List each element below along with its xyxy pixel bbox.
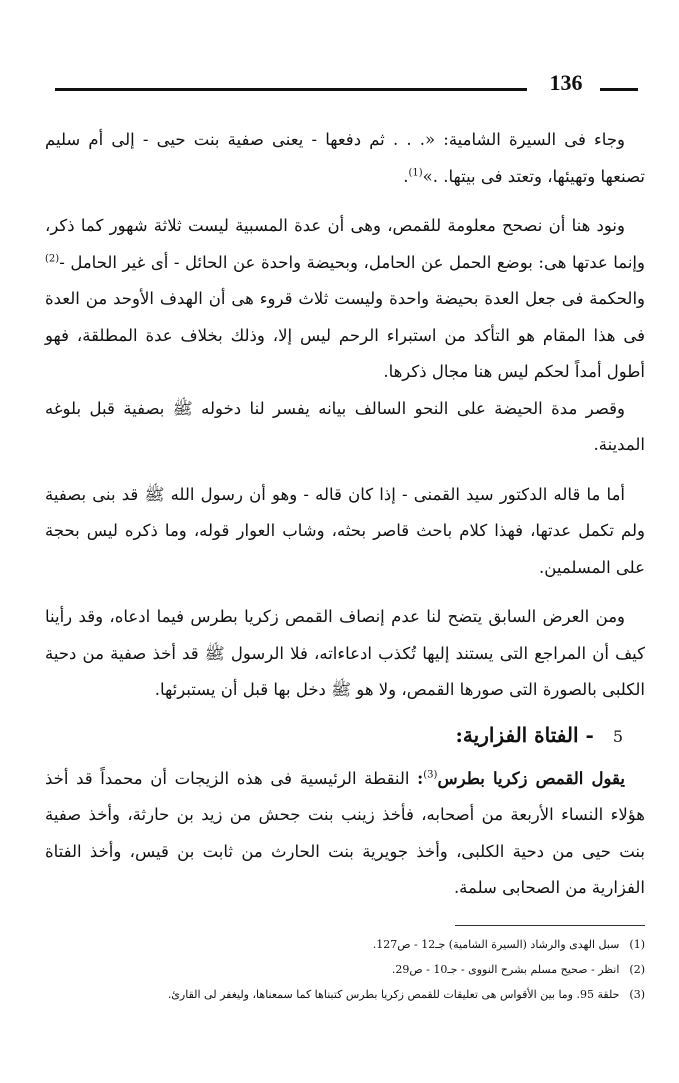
footnote-ref-3: (3) [423,769,438,780]
footnote-text: انظر - صحيح مسلم بشرح النووى - جـ10 - ص29. [391,963,620,976]
paragraph-5: ومن العرض السابق يتضح لنا عدم إنصاف القمص زكريا بطرس فيما ادعاه، وقد رأينا كيف أن المراجع التى يستند إليها تُكذب ادعاءاته، فلا الرسول ﷺ قد أخذ صفية من دحية الكلبى بالصورة التى صورها القمص، ولا هو ﷺ دخل بها قبل أن يستبرئها. [45,607,645,699]
footnote-ref-1: (1) [408,167,423,178]
footnote-2 [45,957,645,982]
paragraph-text: وجاء فى السيرة الشامية: «. . . ثم دفعها - يعنى صفية بنت حيى - إلى أم سليم تصنعها وتهيئها، وتعتد فى بيتها. .» [45,130,645,186]
footnote-number: (1) [629,938,645,951]
section-lead: يقول القمص زكريا بطرس [437,768,625,788]
paragraph-3: وقصر مدة الحيضة على النحو السالف بيانه يفسر لنا دخوله ﷺ بصفية قبل بلوغه المدينة. [45,398,645,454]
footnote-text: سبل الهدى والرشاد (السيرة الشامية) جـ12 - ص127. [372,938,620,951]
footnote-text: حلقة 95. وما بين الأقواس هى تعليقات للقمص زكريا بطرس كتبناها كما سمعناها، وليغفر لى القارئ. [167,988,620,1001]
footnote-ref-2: (2) [45,253,60,264]
section-number: 5 [612,726,623,746]
paragraph-2 [45,208,645,391]
footnote-number: (3) [629,988,645,1001]
paragraph-1: وجاء فى السيرة الشامية: «. . . ثم دفعها - يعنى صفية بنت حيى - إلى أم سليم تصنعها وتهيئها، وتعتد فى بيتها. .»$^{(1)}$. [45,130,645,186]
section-heading [45,717,645,755]
page-body [45,122,645,907]
section-dash: - [585,722,594,747]
footnote-3 [45,982,645,1007]
page-number: 136 [549,70,583,95]
page-header [55,70,638,110]
paragraph-text: ونود هنا أن نصحح معلومة للقمص، وهى أن عدة المسبية ليست ثلاثة شهور كما ذكر، وإنما عدتها هى: بوضع الحمل عن الحامل، وبحيضة واحدة عن الحائل - أى غير الحامل - [45,216,645,272]
section-lead-colon: : [417,768,424,788]
footnote-number: (2) [629,963,645,976]
section-paragraph [45,761,645,907]
header-rule [55,88,527,91]
footnotes [45,932,645,1007]
header-rule-short [600,88,638,91]
footnote-divider [455,925,645,926]
footnote-1 [45,932,645,957]
section-text: النقطة الرئيسية فى هذه الزيجات أن محمداً قد أخذ هؤلاء النساء الأربعة من أصحابه، فأخذ زينب بنت جحش من زيد بن حارثة، وأخذ صفية بنت حيى من دحية الكلبى، وأخذ جويرية بنت الحارث من ثابت بن قيس، وأخذ الفتاة الفزارية من الصحابى سلمة. [45,768,645,897]
paragraph-4: أما ما قاله الدكتور سيد القمنى - إذا كان قاله - وهو أن رسول الله ﷺ قد بنى بصفية ولم تكمل عدتها، فهذا كلام باحث قاصر بحثه، وشاب العوار قوله، وما ذكره ليس بحجة على المسلمين. [45,484,645,577]
paragraph-text: والحكمة فى جعل العدة بحيضة واحدة وليست ثلاث قروء هى أن الهدف الأوحد من العدة فى هذا المقام هو التأكد من استبراء الرحم ليس إلا، وذلك بخلاف عدة المطلقة، فهو أطول أمداً لحكم ليس هنا مجال ذكرها. [45,289,645,381]
section-title: الفتاة الفزارية: [455,722,579,747]
